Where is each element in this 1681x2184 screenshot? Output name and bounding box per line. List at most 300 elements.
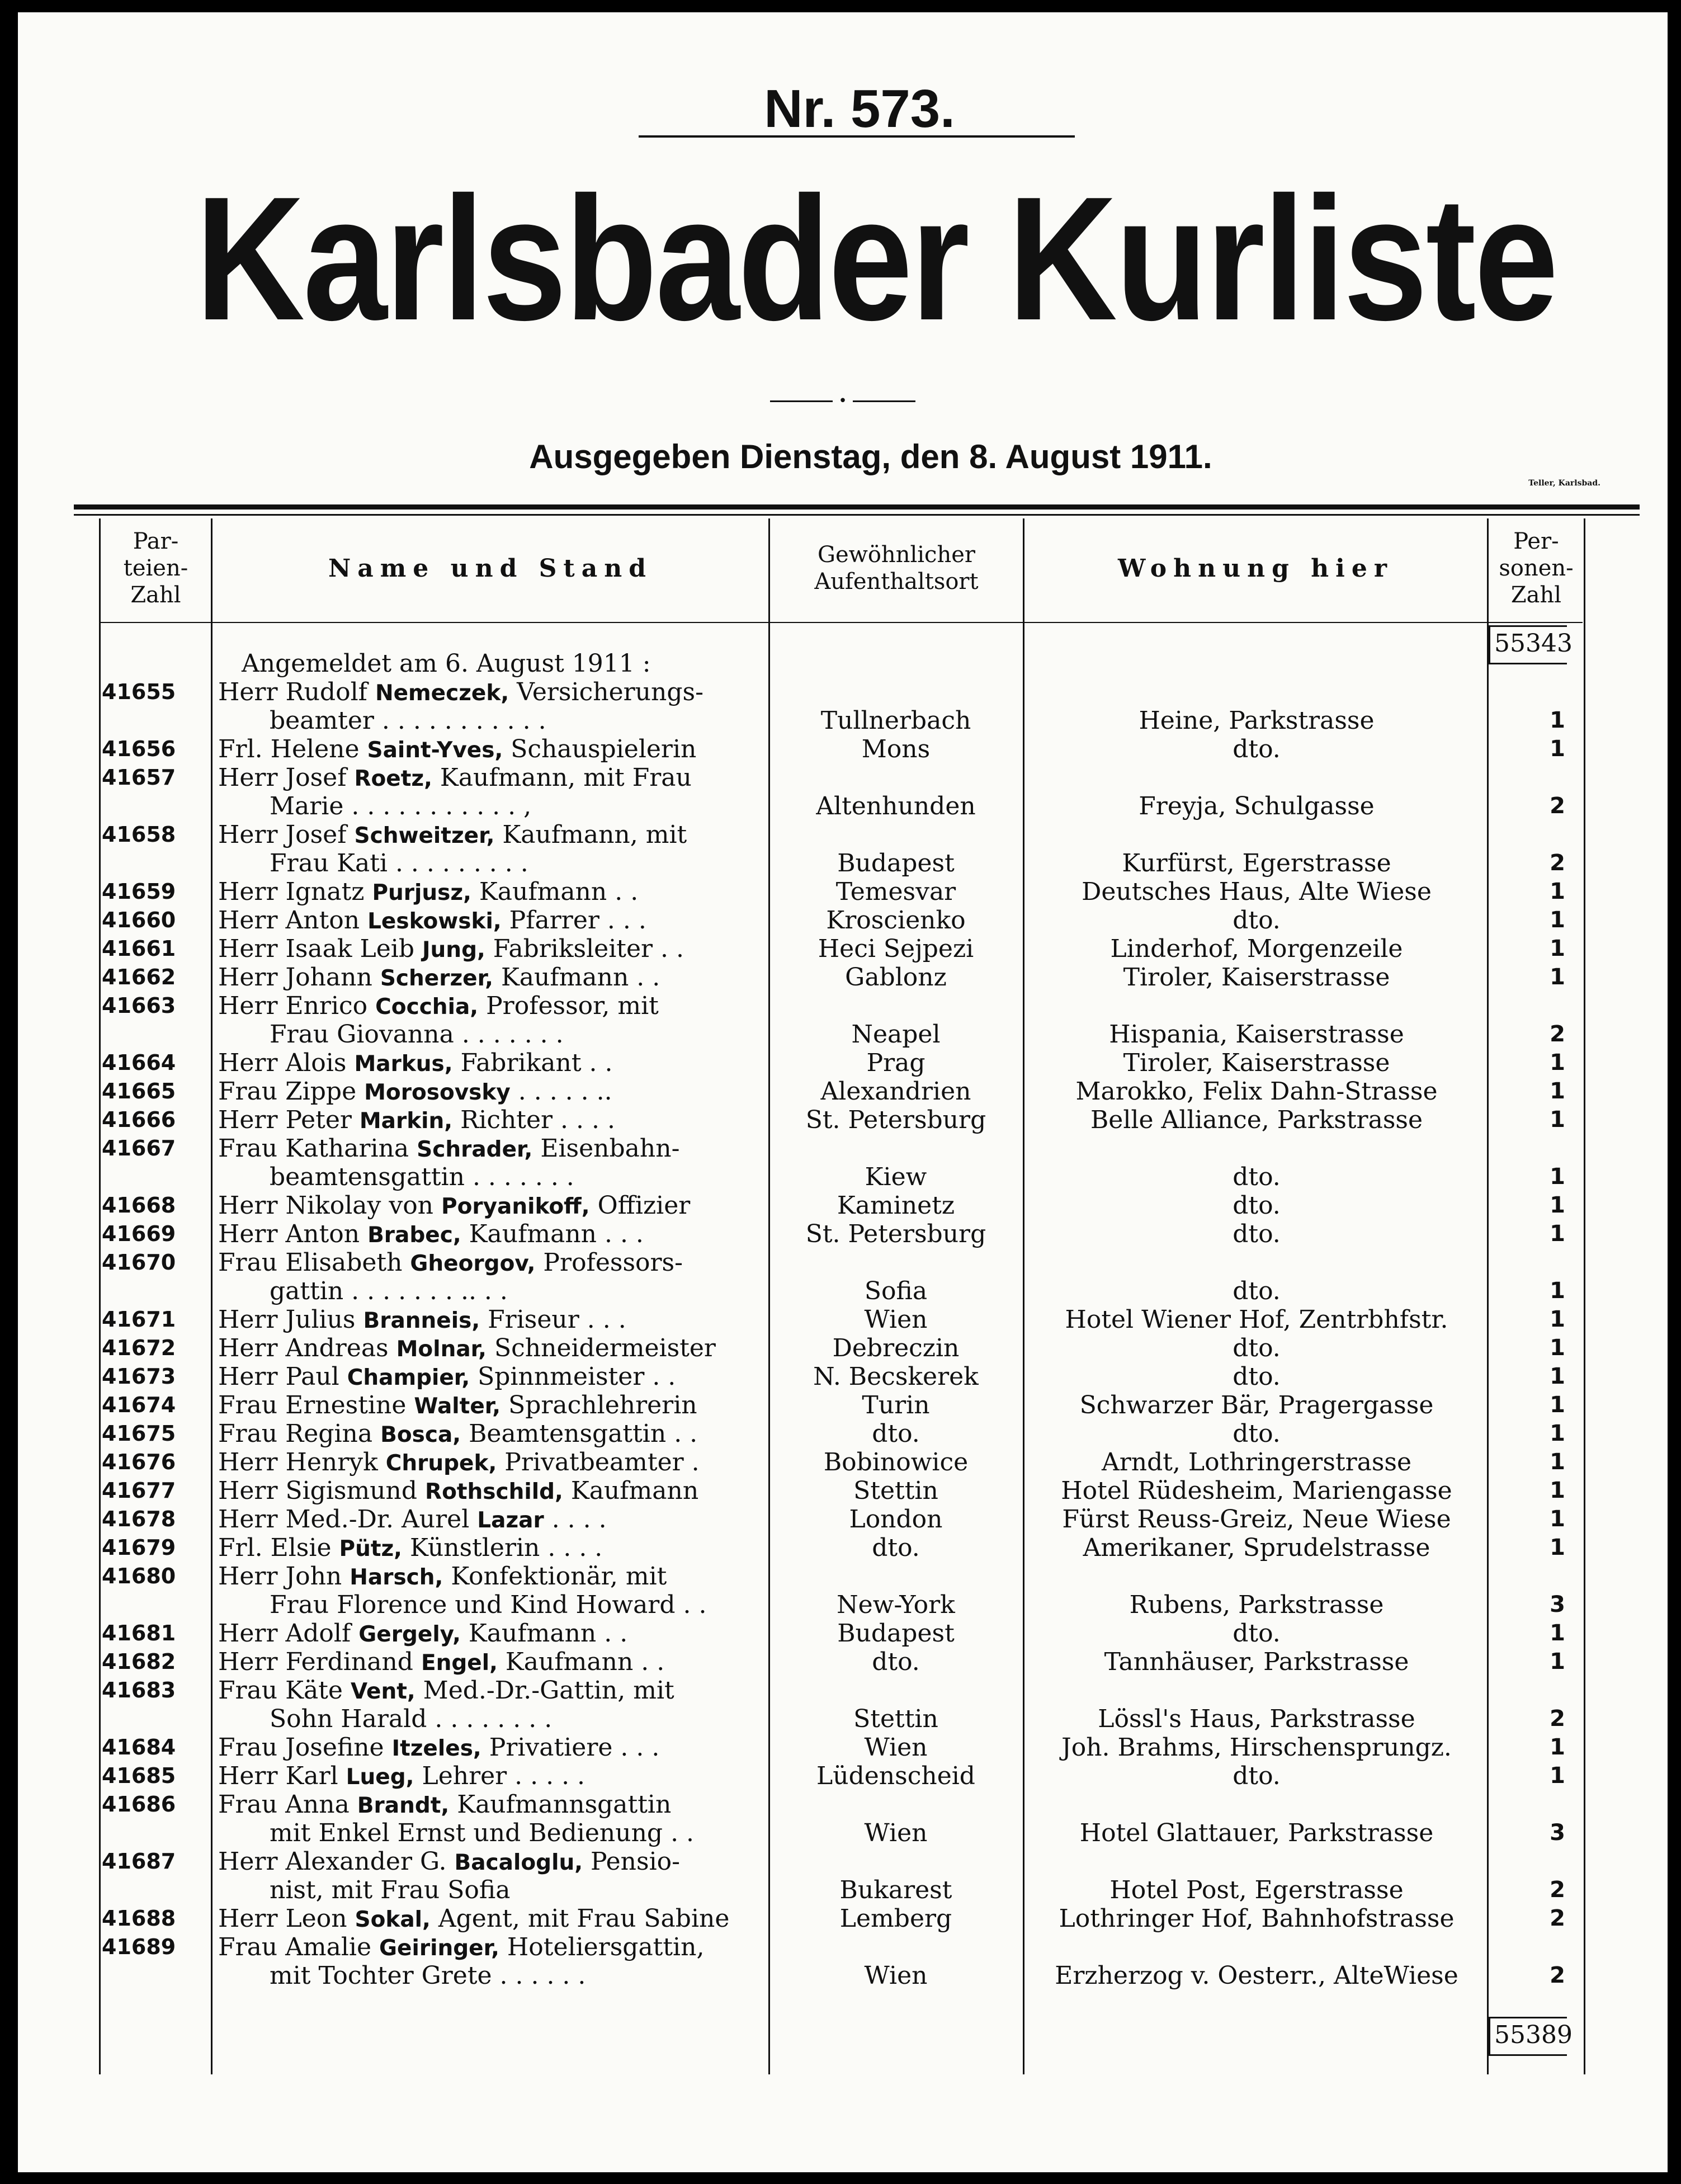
residence-here: Hotel Post, Egerstrasse bbox=[1109, 1876, 1404, 1904]
guest-surname: Schweitzer, bbox=[354, 823, 495, 848]
residence-here: dto. bbox=[1233, 1762, 1281, 1790]
origin-place: Budapest bbox=[837, 1619, 955, 1648]
guest-name bbox=[218, 1676, 674, 1706]
guest-name bbox=[218, 1391, 697, 1421]
party-number: 41660 bbox=[102, 908, 176, 932]
guest-surname: Saint-Yves, bbox=[367, 738, 503, 763]
person-count: 1 bbox=[1550, 1306, 1565, 1332]
party-number: 41659 bbox=[102, 879, 176, 904]
table-row bbox=[18, 678, 1668, 706]
table-row bbox=[18, 1733, 1668, 1762]
person-count: 1 bbox=[1550, 1392, 1565, 1418]
guest-prefix: Herr Alexander G. bbox=[218, 1847, 455, 1876]
ornament-divider bbox=[770, 393, 915, 409]
party-number: 41679 bbox=[102, 1535, 176, 1560]
guest-name bbox=[218, 1534, 602, 1563]
guest-continuation: Marie . . . . . . . . . . . , bbox=[270, 792, 532, 820]
guest-name bbox=[218, 1933, 704, 1963]
residence-here: Heine, Parkstrasse bbox=[1139, 706, 1375, 735]
guest-prefix: Herr Julius bbox=[218, 1305, 363, 1334]
guest-continuation: Frau Giovanna . . . . . . . bbox=[270, 1020, 564, 1049]
party-number: 41664 bbox=[102, 1050, 176, 1075]
guest-continuation: mit Tochter Grete . . . . . . bbox=[270, 1961, 586, 1990]
guest-name bbox=[218, 1648, 664, 1677]
guest-surname: Scherzer, bbox=[380, 966, 493, 991]
residence-here: Schwarzer Bär, Pragergasse bbox=[1079, 1391, 1434, 1419]
guest-name bbox=[218, 1248, 683, 1278]
origin-place: Neapel bbox=[851, 1020, 941, 1049]
table-row bbox=[18, 1077, 1668, 1106]
guest-surname: Poryanikoff, bbox=[441, 1194, 590, 1219]
person-count: 1 bbox=[1550, 1050, 1565, 1076]
party-number: 41670 bbox=[102, 1250, 176, 1275]
table-row-continuation bbox=[18, 1819, 1668, 1847]
origin-place: Stettin bbox=[853, 1477, 938, 1505]
party-number: 41658 bbox=[102, 822, 176, 847]
residence-here: dto. bbox=[1233, 1191, 1281, 1220]
origin-place: Stettin bbox=[853, 1705, 938, 1733]
party-number: 41661 bbox=[102, 936, 176, 961]
guest-occupation: Konfektionär, mit bbox=[443, 1562, 667, 1591]
header-rule-thick bbox=[74, 504, 1640, 510]
guest-name bbox=[218, 1505, 607, 1535]
guest-name bbox=[218, 1762, 585, 1791]
guest-occupation: Professor, mit bbox=[478, 992, 659, 1020]
guest-name bbox=[218, 1477, 698, 1506]
guest-prefix: Herr Med.-Dr. Aurel bbox=[218, 1505, 478, 1534]
col-header-party-number: Par- teien- Zahl bbox=[123, 529, 188, 608]
party-number: 41685 bbox=[102, 1763, 176, 1788]
party-number: 41684 bbox=[102, 1735, 176, 1760]
guest-name bbox=[218, 1134, 679, 1164]
guest-name bbox=[218, 1191, 690, 1221]
table-row bbox=[18, 1049, 1668, 1077]
guest-occupation: Kaufmann . . bbox=[460, 1619, 628, 1648]
residence-here: dto. bbox=[1233, 1619, 1281, 1648]
party-number: 41676 bbox=[102, 1450, 176, 1474]
residence-here: Lothringer Hof, Bahnhofstrasse bbox=[1059, 1904, 1455, 1933]
person-count: 1 bbox=[1550, 1620, 1565, 1646]
origin-place: N. Becskerek bbox=[813, 1362, 979, 1391]
col-header-origin: Gewöhnlicher Aufenthaltsort bbox=[814, 542, 979, 595]
residence-here: Deutsches Haus, Alte Wiese bbox=[1082, 878, 1432, 906]
origin-place: Sofia bbox=[864, 1277, 928, 1305]
table-row bbox=[18, 1448, 1668, 1477]
person-count: 1 bbox=[1550, 1763, 1565, 1789]
guest-continuation: Frau Florence und Kind Howard . . bbox=[270, 1591, 707, 1619]
origin-place: Lüdenscheid bbox=[816, 1762, 975, 1790]
table-row bbox=[18, 1847, 1668, 1876]
table-row bbox=[18, 1477, 1668, 1505]
guest-occupation: Pensio- bbox=[583, 1847, 681, 1876]
party-number: 41662 bbox=[102, 965, 176, 989]
table-row bbox=[18, 1790, 1668, 1819]
guest-prefix: Herr Ignatz bbox=[218, 878, 372, 906]
col-header-persons: Per- sonen- Zahl bbox=[1499, 529, 1574, 608]
party-number: 41683 bbox=[102, 1678, 176, 1702]
guest-prefix: Frau Elisabeth bbox=[218, 1248, 410, 1277]
origin-place: dto. bbox=[872, 1534, 920, 1562]
party-number: 41674 bbox=[102, 1393, 176, 1417]
issue-number: Nr. 573. bbox=[764, 79, 955, 139]
guest-name bbox=[218, 1220, 644, 1249]
guest-prefix: Herr Ferdinand bbox=[218, 1648, 421, 1676]
guest-name bbox=[218, 1077, 612, 1107]
guest-name bbox=[218, 878, 638, 907]
guest-prefix: Herr Alois bbox=[218, 1049, 355, 1077]
guest-prefix: Frau Anna bbox=[218, 1790, 357, 1819]
guest-name bbox=[218, 1049, 612, 1078]
printer-credit: Teller, Karlsbad. bbox=[1528, 479, 1600, 488]
guest-prefix: Frau Zippe bbox=[218, 1077, 365, 1106]
guest-occupation: . . . . bbox=[544, 1505, 607, 1534]
residence-here: Rubens, Parkstrasse bbox=[1129, 1591, 1384, 1619]
party-number: 41680 bbox=[102, 1564, 176, 1588]
guest-name bbox=[218, 992, 659, 1021]
guest-occupation: Kaufmann . . bbox=[493, 963, 660, 992]
party-number: 41665 bbox=[102, 1079, 176, 1103]
guest-occupation: Versicherungs- bbox=[509, 678, 703, 706]
guest-prefix: Frau Ernestine bbox=[218, 1391, 414, 1419]
guest-name bbox=[218, 1448, 700, 1478]
guest-surname: Itzeles, bbox=[391, 1736, 481, 1761]
guest-name bbox=[218, 935, 684, 964]
person-count: 2 bbox=[1550, 1706, 1565, 1732]
table-row bbox=[18, 1362, 1668, 1391]
residence-here: dto. bbox=[1233, 1419, 1281, 1448]
guest-prefix: Frau Katharina bbox=[218, 1134, 417, 1163]
origin-place: Kiew bbox=[865, 1163, 927, 1191]
guest-surname: Cocchia, bbox=[375, 994, 479, 1020]
residence-here: Amerikaner, Sprudelstrasse bbox=[1083, 1534, 1430, 1562]
guest-occupation: Schauspielerin bbox=[503, 735, 697, 763]
guest-occupation: Sprachlehrerin bbox=[500, 1391, 697, 1419]
guest-occupation: Privatbeamter . bbox=[497, 1448, 700, 1477]
issue-date: Ausgegeben Dienstag, den 8. August 1911. bbox=[529, 438, 1212, 475]
person-count: 1 bbox=[1550, 707, 1565, 733]
guest-surname: Engel, bbox=[421, 1650, 498, 1676]
party-number: 41682 bbox=[102, 1649, 176, 1674]
origin-place: Wien bbox=[864, 1819, 928, 1847]
table-row bbox=[18, 1419, 1668, 1448]
guest-name bbox=[218, 1419, 697, 1449]
guest-continuation: beamter . . . . . . . . . . . bbox=[270, 706, 546, 735]
person-count: 1 bbox=[1550, 1078, 1565, 1104]
party-number: 41655 bbox=[102, 680, 176, 704]
guest-occupation: Privatiere . . . bbox=[481, 1733, 660, 1762]
guest-occupation: Kaufmann, mit Frau bbox=[432, 763, 692, 792]
guest-occupation: Schneidermeister bbox=[487, 1334, 716, 1362]
guest-prefix: Herr Josef bbox=[218, 763, 355, 792]
person-count: 1 bbox=[1550, 1734, 1565, 1760]
guest-name bbox=[218, 1562, 667, 1592]
residence-here: Marokko, Felix Dahn-Strasse bbox=[1075, 1077, 1438, 1106]
table-row-continuation bbox=[18, 849, 1668, 878]
table-row-continuation bbox=[18, 1705, 1668, 1733]
guest-surname: Nemeczek, bbox=[375, 681, 509, 706]
guest-name bbox=[218, 820, 687, 850]
guest-name bbox=[218, 1790, 671, 1820]
table-row-continuation bbox=[18, 706, 1668, 735]
table-row-continuation bbox=[18, 1277, 1668, 1305]
party-number: 41675 bbox=[102, 1421, 176, 1446]
guest-continuation: Sohn Harald . . . . . . . . bbox=[270, 1705, 553, 1733]
guest-surname: Pütz, bbox=[339, 1536, 402, 1562]
guest-name bbox=[218, 735, 696, 765]
guest-prefix: Herr Adolf bbox=[218, 1619, 359, 1648]
party-number: 41681 bbox=[102, 1621, 176, 1645]
guest-prefix: Herr Enrico bbox=[218, 992, 376, 1020]
guest-prefix: Herr Rudolf bbox=[218, 678, 375, 706]
party-number: 41668 bbox=[102, 1193, 176, 1218]
guest-name bbox=[218, 763, 692, 793]
table-row bbox=[18, 1562, 1668, 1591]
person-count: 1 bbox=[1550, 1421, 1565, 1446]
table-row bbox=[18, 935, 1668, 963]
guest-surname: Molnar, bbox=[396, 1337, 487, 1362]
guest-name bbox=[218, 1305, 626, 1335]
table-row-continuation bbox=[18, 1876, 1668, 1904]
guest-name bbox=[218, 1733, 659, 1763]
guest-surname: Sokal, bbox=[355, 1907, 431, 1932]
table-row bbox=[18, 763, 1668, 792]
table-row bbox=[18, 992, 1668, 1020]
guest-name bbox=[218, 906, 646, 936]
residence-here: Joh. Brahms, Hirschensprungz. bbox=[1061, 1733, 1452, 1762]
person-count: 1 bbox=[1550, 1221, 1565, 1247]
table-row bbox=[18, 1334, 1668, 1362]
person-count: 1 bbox=[1550, 1192, 1565, 1218]
guest-occupation: Kaufmann . . bbox=[471, 878, 639, 906]
residence-here: dto. bbox=[1233, 906, 1281, 935]
guest-name bbox=[218, 1904, 729, 1934]
guest-occupation: Spinnmeister . . bbox=[470, 1362, 676, 1391]
guest-occupation: Richter . . . . bbox=[452, 1106, 615, 1134]
party-number: 41677 bbox=[102, 1478, 176, 1503]
origin-place: New-York bbox=[837, 1591, 955, 1619]
guest-prefix: Frau Regina bbox=[218, 1419, 381, 1448]
guest-prefix: Herr Isaak Leib bbox=[218, 935, 423, 963]
origin-place: Budapest bbox=[837, 849, 955, 878]
table-row bbox=[18, 735, 1668, 763]
origin-place: Wien bbox=[864, 1733, 928, 1762]
origin-place: Lemberg bbox=[839, 1904, 952, 1933]
residence-here: Freyja, Schulgasse bbox=[1139, 792, 1375, 820]
table-row bbox=[18, 1933, 1668, 1961]
masthead-title: Karlsbader Kurliste bbox=[195, 160, 1557, 357]
origin-place: Prag bbox=[866, 1049, 926, 1077]
guest-prefix: Frl. Helene bbox=[218, 735, 367, 763]
guest-surname: Chrupek, bbox=[385, 1451, 497, 1476]
guest-surname: Roetz, bbox=[354, 766, 432, 791]
table-row bbox=[18, 1391, 1668, 1419]
person-count: 2 bbox=[1550, 1021, 1565, 1047]
guest-prefix: Herr Andreas bbox=[218, 1334, 396, 1362]
guest-prefix: Herr Henryk bbox=[218, 1448, 386, 1477]
guest-occupation: Kaufmann . . bbox=[497, 1648, 665, 1676]
guest-prefix: Frau Josefine bbox=[218, 1733, 392, 1762]
residence-here: Kurfürst, Egerstrasse bbox=[1122, 849, 1391, 878]
guest-prefix: Herr Paul bbox=[218, 1362, 347, 1391]
guest-name bbox=[218, 1847, 680, 1877]
residence-here: dto. bbox=[1233, 1362, 1281, 1391]
table-row bbox=[18, 1762, 1668, 1790]
guest-occupation: Kaufmann bbox=[563, 1477, 699, 1505]
table-row bbox=[18, 1676, 1668, 1705]
guest-surname: Bacaloglu, bbox=[454, 1850, 583, 1875]
origin-place: Temesvar bbox=[835, 878, 956, 906]
person-count: 2 bbox=[1550, 1905, 1565, 1931]
person-count: 1 bbox=[1550, 736, 1565, 762]
guest-occupation: Fabriksleiter . . bbox=[485, 935, 684, 963]
party-number: 41667 bbox=[102, 1136, 176, 1161]
guest-surname: Purjusz, bbox=[372, 880, 471, 905]
residence-here: dto. bbox=[1233, 1220, 1281, 1248]
person-count: 1 bbox=[1550, 936, 1565, 961]
origin-place: Turin bbox=[862, 1391, 930, 1419]
party-number: 41657 bbox=[102, 765, 176, 790]
origin-place: Wien bbox=[864, 1305, 928, 1334]
origin-place: Bobinowice bbox=[823, 1448, 969, 1477]
guest-surname: Brandt, bbox=[357, 1793, 450, 1818]
person-count: 1 bbox=[1550, 1107, 1565, 1133]
residence-here: Hispania, Kaiserstrasse bbox=[1109, 1020, 1404, 1049]
guest-surname: Markin, bbox=[359, 1108, 453, 1134]
origin-place: Alexandrien bbox=[820, 1077, 971, 1106]
guest-prefix: Herr Anton bbox=[218, 906, 368, 935]
party-number: 41686 bbox=[102, 1792, 176, 1817]
origin-place: St. Petersburg bbox=[805, 1220, 986, 1248]
start-total: 55343 bbox=[1494, 629, 1573, 658]
origin-place: Kaminetz bbox=[837, 1191, 955, 1220]
guest-prefix: Herr Sigismund bbox=[218, 1477, 426, 1505]
person-count: 2 bbox=[1550, 850, 1565, 876]
table-row-continuation bbox=[18, 1961, 1668, 1990]
guest-name bbox=[218, 678, 703, 707]
person-count: 1 bbox=[1550, 907, 1565, 933]
person-count: 3 bbox=[1550, 1592, 1565, 1617]
table-row bbox=[18, 1248, 1668, 1277]
origin-place: St. Petersburg bbox=[805, 1106, 986, 1134]
newspaper-page bbox=[18, 12, 1668, 2172]
residence-here: Fürst Reuss-Greiz, Neue Wiese bbox=[1062, 1505, 1451, 1534]
person-count: 1 bbox=[1550, 1478, 1565, 1503]
table-row-continuation bbox=[18, 792, 1668, 820]
origin-place: London bbox=[849, 1505, 943, 1534]
residence-here: Lössl's Haus, Parkstrasse bbox=[1098, 1705, 1415, 1733]
guest-surname: Schrader, bbox=[417, 1137, 533, 1162]
origin-place: Kroscienko bbox=[826, 906, 966, 935]
table-row bbox=[18, 1106, 1668, 1134]
guest-occupation: Offizier bbox=[589, 1191, 691, 1220]
origin-place: Debreczin bbox=[832, 1334, 960, 1362]
guest-occupation: Agent, mit Frau Sabine bbox=[430, 1904, 730, 1933]
table-row bbox=[18, 1134, 1668, 1163]
guest-continuation: mit Enkel Ernst und Bedienung . . bbox=[270, 1819, 695, 1847]
guest-prefix: Herr Leon bbox=[218, 1904, 355, 1933]
guest-surname: Geiringer, bbox=[379, 1936, 499, 1961]
guest-occupation: Med.-Dr.-Gattin, mit bbox=[415, 1676, 674, 1705]
guest-occupation: Pfarrer . . . bbox=[501, 906, 646, 935]
person-count: 1 bbox=[1550, 964, 1565, 990]
person-count: 3 bbox=[1550, 1820, 1565, 1846]
guest-name bbox=[218, 963, 660, 993]
guest-surname: Bosca, bbox=[380, 1422, 461, 1447]
guest-occupation: Künstlerin . . . . bbox=[402, 1534, 603, 1562]
guest-surname: Brabec, bbox=[367, 1223, 461, 1248]
residence-here: dto. bbox=[1233, 1163, 1281, 1191]
table-row bbox=[18, 1191, 1668, 1220]
col-header-name: Name und Stand bbox=[328, 554, 653, 583]
guest-surname: Champier, bbox=[347, 1365, 470, 1390]
person-count: 1 bbox=[1550, 1506, 1565, 1532]
residence-here: Arndt, Lothringerstrasse bbox=[1101, 1448, 1412, 1477]
guest-occupation: . . . . . .. bbox=[510, 1077, 612, 1106]
guest-occupation: Friseur . . . bbox=[480, 1305, 626, 1334]
guest-occupation: Professors- bbox=[535, 1248, 683, 1277]
guest-prefix: Frau Amalie bbox=[218, 1933, 380, 1961]
party-number: 41671 bbox=[102, 1307, 176, 1332]
residence-here: dto. bbox=[1233, 1277, 1281, 1305]
party-number: 41678 bbox=[102, 1507, 176, 1531]
guest-surname: Branneis, bbox=[363, 1308, 480, 1333]
guest-surname: Jung, bbox=[422, 937, 485, 963]
person-count: 2 bbox=[1550, 1877, 1565, 1903]
origin-place: Heci Sejpezi bbox=[818, 935, 974, 963]
guest-surname: Walter, bbox=[414, 1394, 501, 1419]
origin-place: Altenhunden bbox=[816, 792, 976, 820]
guest-surname: Harsch, bbox=[350, 1565, 443, 1590]
person-count: 1 bbox=[1550, 1649, 1565, 1674]
guest-prefix: Frau Käte bbox=[218, 1676, 351, 1705]
guest-continuation: nist, mit Frau Sofia bbox=[270, 1876, 511, 1904]
person-count: 1 bbox=[1550, 1449, 1565, 1475]
person-count: 2 bbox=[1550, 1963, 1565, 1988]
guest-surname: Gheorgov, bbox=[410, 1251, 536, 1276]
table-row-continuation bbox=[18, 1020, 1668, 1049]
guest-prefix: Herr Johann bbox=[218, 963, 380, 992]
guest-surname: Markus, bbox=[354, 1051, 453, 1077]
guest-name bbox=[218, 1334, 716, 1364]
guest-occupation: Beamtensgattin . . bbox=[461, 1419, 698, 1448]
residence-here: Tiroler, Kaiserstrasse bbox=[1123, 963, 1390, 992]
party-number: 41666 bbox=[102, 1107, 176, 1132]
table-row bbox=[18, 1305, 1668, 1334]
ornament-mark: • bbox=[833, 393, 852, 409]
guest-surname: Morosovsky bbox=[364, 1080, 511, 1105]
residence-here: dto. bbox=[1233, 1334, 1281, 1362]
col-header-residence: Wohnung hier bbox=[1117, 554, 1394, 583]
residence-here: Linderhof, Morgenzeile bbox=[1110, 935, 1403, 963]
table-row-continuation bbox=[18, 1591, 1668, 1619]
guest-prefix: Herr Anton bbox=[218, 1220, 368, 1248]
guest-prefix: Frl. Elsie bbox=[218, 1534, 339, 1562]
table-row bbox=[18, 1648, 1668, 1676]
residence-here: Belle Alliance, Parkstrasse bbox=[1090, 1106, 1423, 1134]
origin-place: Wien bbox=[864, 1961, 928, 1990]
origin-place: Bukarest bbox=[839, 1876, 952, 1904]
guest-occupation: Kaufmannsgattin bbox=[449, 1790, 672, 1819]
guest-continuation: Frau Kati . . . . . . . . . bbox=[270, 849, 528, 878]
section-label: Angemeldet am 6. August 1911 : bbox=[242, 649, 651, 678]
guest-surname: Gergely, bbox=[358, 1622, 461, 1647]
person-count: 1 bbox=[1550, 1164, 1565, 1190]
guest-occupation: Hoteliersgattin, bbox=[499, 1933, 705, 1961]
table-row bbox=[18, 906, 1668, 935]
residence-here: Hotel Rüdesheim, Mariengasse bbox=[1061, 1477, 1452, 1505]
guest-prefix: Herr Josef bbox=[218, 820, 355, 849]
person-count: 1 bbox=[1550, 1535, 1565, 1560]
